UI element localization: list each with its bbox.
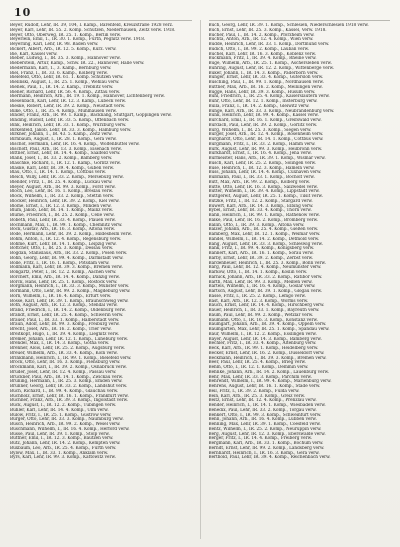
directory-entry: Barkow, Otto, I., IR. 14. 1. Komp., Köslin verw. <box>208 270 308 274</box>
directory-entry: Birnbaum, August, I., IR. 28. 1. Komp., Gera verw. <box>10 137 117 141</box>
directory-entry: Benn, Johann, Arb., IR. 16. 4. Komp., Lübben verw. <box>208 417 317 422</box>
directory-entry: Biener, Richard, Lehr, IR. 56. 4. Komp., Zittau verw. <box>10 89 121 94</box>
directory-entry: Ballin, Otto, I., IR. 39. 3. Komp., Altona verw. <box>208 222 305 227</box>
directory-entry: Butter, Wilhelm, I., IR. 39. 4. Komp., Lippstadt verw. <box>208 189 320 194</box>
directory-entry: Brenner, Alois, Lehr, IR. 25. 2. Komp., Augsburg verw. <box>10 346 125 350</box>
directory-entry: Beyer, Otto, Oberweg, IR. 25. 1. Komp., Berlin verw. <box>10 32 122 37</box>
directory-entry: Bremer, Johann, Lehr, IR. 12. 1. Komp., Lüneburg verw. <box>10 336 129 341</box>
directory-entry: Bentz, Wilhelm, I., IR. 25. 2. Komp., Neuruppin verw. <box>208 426 322 431</box>
directory-entry: Bormann, Otto, Lehr, IR. 99. 2. Komp., Magdeburg verw. <box>10 289 131 293</box>
directory-entry: Bartsch, August, Lehr, IR. 39. 1. Komp., Glogau verw. <box>208 289 323 293</box>
page-number: 10 <box>14 6 32 19</box>
directory-entry: Baum, Paul, Lehr, IR. 99. 2. Komp., Wetzlar verw. <box>208 312 314 317</box>
directory-entry: Benkert, Otto, I., IR. 99. 3. Komp., Schweinfurt verw. <box>208 412 322 417</box>
directory-entry: Bannert, Karl, Arb., IR. 16. 1. Komp., Sorau verw. <box>208 251 314 255</box>
directory-entry: Buch, Ernst, Lehr, IR. 25. 3. Komp., Kassel, Verw. 1918. <box>208 27 327 32</box>
directory-entry: Barg, Paul, Lehr, IR. 12. 4. Komp., Neumünster verw. <box>208 265 322 270</box>
directory-entry: Beer, Paul, Lehr, IR. 25. 4. Komp., Brieg verw. <box>208 360 306 365</box>
directory-entry: Bickert, Albert, Arb., IR. 12. 5. Komp., Kurz. verw. <box>10 46 117 51</box>
directory-entry: Bast, Karl, Arb., IR. 12. 3. Komp., Worms verw. <box>208 298 309 303</box>
directory-entry: Blume, Friedrich, I., IR. 25. 2. Komp., Celle verw. <box>10 213 115 217</box>
directory-entry: Borck, Hans, Lehr, IR. 25. 1. Komp., Rostock verw. <box>10 279 118 284</box>
directory-entry: Both, August, Arb., IR. 12. 3. Komp., Stendal verw. <box>10 303 118 308</box>
directory-entry: Bongartz, Peter, I., IR. 12. 2. Komp., Aachen verw. <box>10 270 117 274</box>
directory-entry: Böttcher, Otto, I., IR. 25. 3. Komp., Dessau verw. <box>10 246 114 251</box>
directory-entry: Buch, Richard, I., IR. 99. 4. Komp., Glauchau verw. <box>10 388 119 393</box>
directory-entry: Biel, Franz, I., IR. 33. 6. Kamp., Kolberg verw. <box>10 70 108 75</box>
directory-entry: Butt, Max, Arb., IR. 99. 2. Komp., Kolberg verw. <box>208 179 311 184</box>
directory-entry: Buchta, Anton, Arb., IR. 12. 4. Komp., Wien verw. <box>208 37 314 42</box>
directory-entry: Birkner, Johann, 1., IR. 43. 5. Kamp., Zeitz verw. <box>10 132 113 137</box>
directory-entry: Borgmann, Heinrich, I., IR. 33. 3. Komp., Münster verw. <box>10 284 130 289</box>
directory-entry: Bybel, Ernst, Lehr, IR. 33. 4. Komp., Thorn verw. <box>208 208 312 213</box>
directory-entry: Beyerling, Karl, Lehr, IR. 98. Baden verw. <box>10 42 99 46</box>
directory-entry: Bobeth, Paul, Lehr, IR. 33. 4. Komp., Plauen verw. <box>10 217 116 222</box>
directory-entry: Baumann, Otto, I., IR. 16. 3. Komp., Konstanz verw. <box>208 317 318 322</box>
directory-entry: Bechler, Fritz, I., IR. 33. 4. Komp., Altenburg verw. <box>208 341 317 346</box>
directory-entry: Buttgereit, August, Lehr, IR. 25. 1. Komp., Tilsit verw. <box>208 194 323 198</box>
directory-entry: Behm, Otto, I., IR. 12. 1. Komp., Demmin verw. <box>208 365 309 369</box>
directory-entry: Bartels, Wilhelm, I., IR. 16. 4. Komp., Goslar verw. <box>208 284 316 289</box>
directory-entry: Becker, Ernst, Lehr, IR. 16. 2. Komp., Düsseldorf verw. <box>208 350 325 355</box>
directory-entry: Busch, Karl, Lehr, IR. 25. 2. Komp., Solingen verw. <box>208 160 317 165</box>
directory-entry: Berger, Fritz, I., IR. 14. 4. Komp., Freiberg verw. <box>208 436 312 441</box>
directory-entry: Behrens, August, Lehr, IR. 16. 1. Komp., Stade verw. <box>208 384 321 388</box>
directory-entry: Burchard, Emil, I., IR. 16. 1. Komp., Greifswald verw. <box>208 118 322 122</box>
directory-entry: Bardenheuer, Heinrich, I., IR. 25. 3. Komp., Bonn verw. <box>208 260 326 265</box>
directory-entry: Beil, Fritz, I., IR. 39. 2. Komp., Fulda verw. <box>208 388 300 393</box>
directory-entry: Bollmann, Karl, Lehr, IR. 39. 3. Komp., Bremen verw. <box>10 265 123 270</box>
directory-entry: Buck, August, I., IR. 12. 2. Komp., Tübingen verw. <box>10 403 117 407</box>
directory-entry: Buhl, Friedrich, I., IR. 25. 4. Komp., Kaiserslautern verw. <box>208 94 330 99</box>
directory-entry: Brinkmann, Heinrich, I., IR. 99. 1. Komp., Bielefeld verw. <box>10 355 132 360</box>
directory-entry: Baur, Wilhelm, I., IR. 12. 2. Komp., Esslingen verw. <box>208 331 317 336</box>
directory-entry: Birkenfeld, Jakob, Lehr, IR. 33. 3. Komp., Hamburg verw. <box>10 127 132 132</box>
directory-entry: Brunner, Georg, Lehr, IR. 33. 2. Komp., Landshut verw. <box>10 384 128 388</box>
directory-entry: Brand, Friedrich, I., IR. 14. 2. Komp., Oldenburg verw. <box>10 308 126 312</box>
directory-entry: Bucher, Paul, I., IR. 14. 2. Komp., Pforzheim verw. <box>208 32 315 37</box>
directory-entry: Blum, Jakob, Lehr, IR. 14. 1. Komp., Mainz verw. <box>10 208 114 213</box>
directory-entry: Büker, Johann, I., IR. 14. 3. Komp., Paderborn verw. <box>208 70 319 75</box>
directory-entry: Bernhardt, Heinrich, I., IR. 16. 3. Komp., Gera verw. <box>208 450 320 455</box>
directory-entry: Burgmann, Fritz, I., IR. 33. 2. Komp., Hamm verw. <box>208 141 316 146</box>
directory-entry: Berg, August, Lehr, IR. 12. 3. Komp., Eberswalde verw. <box>208 431 326 436</box>
directory-entry: Breitkopf, Hugo, I., IR. 39. 4. Komp., Liegnitz verw. <box>10 331 120 336</box>
directory-entry: Bergmann, Karl, Arb., IR. 33. 1. Komp., Bochum verw. <box>208 441 324 445</box>
directory-entry: Butz, Johann, Lehr, IR. 14. 2. Komp., Kempten verw. <box>10 441 121 445</box>
directory-entry: Bauer, Heinrich, I., IR. 33. 1. Komp., Bayreuth verw. <box>208 308 320 312</box>
directory-entry: Burghardt, Otto, Lehr, IR. 14. 1. Komp., Cottbus verw. <box>208 137 324 141</box>
directory-entry: Beckmann, Heinrich, I., IR. 39. 3. Komp., Bremen verw. <box>208 355 327 360</box>
directory-entry: Bittner, Ernst, Lehr, IR. 14. 4. Komp., Saalfeld verw. <box>10 151 121 156</box>
directory-entry: Burdach, Paul, Lehr, IR. 39. 2. Komp., Görlitz verw. <box>208 122 318 127</box>
directory-entry: Benning, Max, Lehr, IR. 39. 1. Komp., Coesfeld verw. <box>208 422 321 426</box>
directory-entry: Bein, Karl, Arb., IR. 25. 3. Komp., Greiz verw. <box>208 393 306 398</box>
directory-entry: Busse, Paul, Lehr, IR. 39. 1. Komp., Stolp verw. <box>10 431 110 436</box>
directory-entry: Bünger, Ernst, Lehr, IR. 33. 4. Komp., Gütersloh verw. <box>208 75 324 80</box>
directory-entry: Busch, Heinrich, Arb., IR. 99. 2. Komp., Wesel verw. <box>10 422 121 426</box>
directory-entry: Blöcker, Heinrich, Lehr, IR. 39. 2. Komp., Kiel verw. <box>10 198 120 203</box>
directory-entry: Berndt, Ernst, Lehr, IR. 99. 2. Komp., Landsberg verw. <box>208 445 325 450</box>
directory-entry: Bischof, Hermann, Lehr, IR. 16. 4. Komp., Wolfenbüttel verw. <box>10 141 140 146</box>
directory-entry: Borchert, Emil, Arb., IR. 14. 4. Komp., Danzig verw. <box>10 274 120 279</box>
column-divider <box>200 20 201 539</box>
directory-entry: Büge, Wilhelm, Arb., IR. 25. 1. Komp., Aschersleben verw. <box>208 61 332 65</box>
directory-entry: Bußmann, Paul, I., IR. 33. 1. Komp., Bocholt verw. <box>208 175 315 179</box>
directory-entry: Bielinski, August, I., IR. 25. 1. Komp., Wehlau verw. <box>10 80 120 84</box>
directory-entry: Buss, Johann, Lehr, IR. 14. 4. Komp., Cuxhaven verw. <box>208 170 322 175</box>
directory-entry: Buse, Heinrich, I., IR. 12. 3. Komp., Hameln verw. <box>208 165 315 170</box>
directory-entry: Bieske, Robert, Lehr, IR. 39. 2. Komp., Neustadt verw. <box>10 103 126 108</box>
directory-entry: Buchholz, Ernst, Lehr, IR. 16. 1. Komp., Frankfurt verw. <box>10 393 129 398</box>
directory-entry: Basse, Fritz, I., IR. 25. 2. Komp., Lemgo verw. <box>208 293 306 298</box>
directory-entry: Balzer, Johann, Arb., IR. 25. 4. Komp., Gießen verw. <box>208 227 319 232</box>
directory-entry: Buch, Georg, Lehr, IR. 39. 1. Komp., Schlesien, Niederschlesien 1918 verw. <box>208 23 369 27</box>
directory-entry: Brock, Otto, Lehr, IR. 16. 3. Komp., Flensburg verw. <box>10 360 121 365</box>
directory-entry: Bochmann, Max, I., IR. 99. 1. Komp., Chemnitz verw. <box>10 222 123 227</box>
directory-entry: Bode, Hermann, Lehr, IR. 39. 2. Komp., Hildesheim verw. <box>10 232 132 236</box>
directory-entry: Burk, August, Lehr, IR. 99. 3. Komp., Heilbronn verw. <box>208 146 323 151</box>
directory-entry: Butte, Otto, Lehr, IR. 16. 3. Komp., Salzwedel verw. <box>208 184 318 189</box>
directory-entry: Byrs, Karl, Lehr, IR. 99. 3. Komp., Kattowitz verw. <box>10 455 116 460</box>
directory-entry: Barby, Ernst, Lehr, IR. 39. 2. Komp., Zerbst verw. <box>208 255 314 260</box>
directory-entry: Burg, Wilhelm, I., IR. 25. 3. Komp., Siegen verw. <box>208 127 312 132</box>
directory-entry: Brüning, Hermann, I., IR. 25. 3. Komp., Emden verw. <box>10 379 123 384</box>
directory-entry: Behrendt, Wilhelm, I., IR. 99. 4. Komp., Marienburg verw. <box>208 379 332 384</box>
directory-entry: Bischoff, Paul, Arb., IR. 13. 3. Komp., Eisenach verw. <box>10 146 122 151</box>
directory-entry: Beyer, Rudolf, Lehr, IR. 39, 104, I. Kamp., Bärenfeld, Kreuzstraße 1928 verz. <box>10 23 174 27</box>
directory-entry: Barnick, Johann, Arb., IR. 33. 2. Komp., Ratibor verw. <box>208 274 323 279</box>
directory-entry: Bückmann, Fritz, I., IR. 39. 4. Komp., Rheine verw. <box>208 56 317 61</box>
directory-entry: Bienek, Paul, 1., IR. 14. 2. Kamp., Trebnitz verw. <box>10 84 114 89</box>
directory-entry: Bürger, Otto, Lehr, IR. 33. 3. Komp., Naumburg verw. <box>10 417 124 422</box>
directory-entry: Bandel, Wilhelm, I., IR. 14. 2. Komp., Detmold verw. <box>208 236 320 241</box>
directory-entry: Bilke, Otto, I., IR. 35. 4. Komp., Mühlhausen verw. <box>10 108 117 113</box>
directory-entry: Blender, Fritz, I., IR. 25. 4. Komp., Luckau verw. <box>10 179 113 184</box>
directory-entry: Bang, August, Lehr, IR. 33. 3. Komp., Schleswig verw. <box>208 241 323 246</box>
directory-entry: Böhm, Anton, I., IR. 12. 4. Komp., Regensburg verw. <box>10 236 122 241</box>
directory-entry: Budde, Heinrich, Lehr, IR. 33. 1. Komp., Dortmund verw. <box>208 42 330 46</box>
directory-entry: Böhme, Kurt, Lehr, IR. 14. 1. Komp., Leipzig verw. <box>10 241 117 246</box>
directory-entry: Beyer, Karl, Lehr, IR. 55. 2. Komp. Schützen, Niederhausen, Zeitz verw. 1918. <box>10 27 176 32</box>
directory-entry: Bolle, Fritz, I., IR. 16. 1. Komp., Potsdam verw. <box>10 260 110 265</box>
right-column <box>209 20 391 539</box>
directory-entry: Bieber, Ludwig, I., IR. 35. 3. Komp., Hannover verw. <box>10 56 121 61</box>
directory-entry: Beyerlein, Emil, 1., IR. 30. 1. Komp., Fürth, Pegnitz verw. 1918. <box>10 37 146 42</box>
directory-entry: Braun, Adolf, Lehr, IR. 99. 3. Komp., Freiburg verw. <box>10 322 120 327</box>
directory-entry: Bielefeld, Otto, Lehr, IR. 61. 1. Komp. Schützen verw. <box>10 75 124 80</box>
directory-entry: Balke, Paul, Lehr, IR. 16. 2. Komp., Bromberg verw. <box>208 217 319 222</box>
directory-entry: Barth, Max, Lehr, IR. 99. 3. Komp., Meißen verw. <box>208 279 313 284</box>
directory-entry: Bank, Fritz, I., IR. 99. 4. Komp., Königsberg verw. <box>208 246 315 251</box>
directory-entry: Büsching, Paul, I., IR. 99. 1. Komp., Nordhausen verw. <box>208 80 324 84</box>
directory-entry: Biedermann, Karl, 1., 3. Kamp., Bernburg verw. <box>10 65 112 70</box>
directory-entry: Baumgarten, Max, Lehr, IR. 25. 1. Komp., Spandau verw. <box>208 327 330 331</box>
directory-entry: Block, Wilhelm, I., IR. 33. 2. Komp., Stettin verw. <box>10 194 115 198</box>
directory-entry: Benedix, Paul, Lehr, IR. 33. 2. Komp., Torgau verw. <box>208 407 317 412</box>
directory-entry: Bleich, Willy, Lehr, IR. 33. 2. Komp., Merseburg verw. <box>10 175 124 179</box>
directory-entry: Bloch, Leo, Lehr, IR. 16. 1. Komp., Breslau verw. <box>10 189 114 194</box>
directory-entry: Blank, Josef, I., IR. 33. 2. Komp., Bamberg verw. <box>10 156 113 160</box>
directory-entry: Beck, Karl, Arb., IR. 99. 1. Komp., Heidelberg verw. <box>208 346 319 350</box>
directory-entry: Bogdan, Stanislaus, Arb., IR. 33. 2. Komp., Posen verw. <box>10 251 128 255</box>
directory-entry: Bruder, Josef, Lehr, IR. 12. 4. Komp., Passau verw. <box>10 369 117 374</box>
directory-entry: Blau, Otto, I., IR. 14. 1. Komp., Cottbus verw. <box>10 170 107 175</box>
directory-entry: Bohn, Georg, Lehr, IR. 99. 4. Komp., Darmstadt verw. <box>10 255 124 260</box>
directory-entry: Brendel, Max, I., IR. 14. 3. Komp., Gotha verw. <box>10 341 110 346</box>
directory-entry: Buschmann, Wilhelm, I., IR. 16. 4. Komp., Herford verw. <box>10 426 130 431</box>
directory-entry: Biermann, Heinrich, Arb., IR. 19. 1. Komp., Hannover, Lichtenberg verw. <box>10 94 165 99</box>
directory-entry: Bosse, Karl, Lehr, IR. 39. 1. Komp., Braunschweig verw. <box>10 298 129 303</box>
directory-entry: Brückner, Paul, Arb., IR. 14. 1. Komp., Zwickau verw. <box>10 374 124 379</box>
directory-entry: Bamberg, Max, Lehr, IR. 12. 1. Komp., Weimar verw. <box>208 232 321 236</box>
directory-entry: Budich, Otto, I., IR. 99. 2. Komp., Lauban verw. <box>208 46 310 51</box>
directory-entry: Bahn, Heinrich, I., IR. 99. 1. Komp., Rathenow verw. <box>208 213 320 217</box>
directory-entry: Burger, Josef, Arb., IR. 12. 4. Komp., Rosenheim verw. <box>208 132 324 137</box>
directory-entry: Bauch, Ernst, Lehr, IR. 14. 4. Komp., Hirschberg verw. <box>208 303 325 308</box>
directory-entry: Bülow, Fritz, I., IR. 25. 1. Komp., Güstrow verw. <box>10 412 112 417</box>
directory-entry: Bender, Heinrich, I., IR. 14. 1. Komp., Wiesbaden verw. <box>208 403 326 407</box>
directory-entry: Brecht, Josef, Arb., IR. 16. 2. Komp., Trier verw. <box>10 327 112 331</box>
directory-entry: Bunk, Heinrich, Lehr, IR. 99. 4. Komp., Kassel verw. <box>208 113 319 118</box>
directory-entry: Bayer, August, Lehr, IR. 14. 3. Komp., Bamberg verw. <box>208 336 322 341</box>
directory-entry: Burkhardt, Ernst, I., IR. 16. 4. Komp., Jena verw. <box>208 151 312 156</box>
directory-entry: Baumgart, Johann, Arb., IR. 39. 4. Komp., Oppeln verw. <box>208 322 327 327</box>
directory-entry: Büttner, Max, Arb., IR. 16. 2. Komp., Meiningen verw. <box>208 84 323 89</box>
directory-entry: Bulla, Franz, I., IR. 14. 2. Komp., Gleiwitz verw. <box>208 103 310 108</box>
directory-entry: Bink, Heinrich, Lehr, IR. 33. 1. Komp., Würzburg verw. <box>10 122 127 127</box>
directory-entry: Bieberstein, Artur, Kamp., Schw. IR. 22., Hannover, Halle verw. <box>10 61 145 65</box>
directory-entry: Burmeister, Hans, Arb., IR. 39. 1. Komp., Wismar verw. <box>208 156 326 160</box>
columns-container <box>10 20 390 539</box>
directory-entry: Buxbaum, Leo, Arb., IR. 25. 4. Komp., Fürth verw. <box>10 445 117 450</box>
directory-entry: Buhr, Otto, Lehr, IR. 12. 1. Komp., Insterburg verw. <box>208 99 318 103</box>
directory-entry: Binder, Franz, Arb., IR. 99. 1. Kamp., Backnang, Stuttgart, Göppingen verw. <box>10 113 172 118</box>
directory-entry: Binding, Rudolf, Lehr, IR. 33. 5. Komp., Offenbach verw. <box>10 118 130 122</box>
directory-entry: Buchner, Franz, Arb., IR. 39. 3. Komp., Ingolstadt verw. <box>10 398 129 403</box>
directory-entry: Bock, Gustav, Arb., IR. 16. 3. Komp., Altona verw. <box>10 227 116 232</box>
directory-entry: Blaske, Karl, Lehr, IR. 39. 4. Komp., Guben verw. <box>10 165 114 170</box>
directory-entry: Bugge, Hans, Lehr, IR. 39. 3. Komp., Husum verw. <box>208 89 316 94</box>
left-column <box>10 20 192 539</box>
directory-entry: Berthold, Paul, Lehr, IR. 39. 4. Komp., Reichenbach verw. <box>208 455 331 460</box>
directory-entry: Bylow, Max, I., IR. 33. 1. Komp., Anklam verw. <box>10 450 109 455</box>
directory-entry: Buwert, Karl, Arb., IR. 14. 3. Komp., Elbing verw. <box>208 203 314 208</box>
directory-entry: Büchel, Karl, Lehr, IR. 16. 3. Komp., Koblenz verw. <box>208 51 317 56</box>
directory-entry: Blaschke, Richard, I., IR. 12. 1. Kamp., Görlitz verw. <box>10 160 121 165</box>
directory-entry: Brockmann, Karl, I., IR. 39. 2. Komp., Osnabrück verw. <box>10 365 127 369</box>
directory-entry: Behr, Max, Lehr, IR. 33. 3. Komp., Parchim verw. <box>208 374 312 379</box>
directory-entry: Brandt, Ernst, Lehr, IR. 25. 4. Komp., Schwerin verw. <box>10 312 124 317</box>
directory-entry: Buttner, Emil, I., IR. 12. 3. Komp., Bautzen verw. <box>10 436 114 441</box>
directory-entry: Breuer, Wilhelm, Arb., IR. 33. 4. Komp., Köln verw. <box>10 350 118 355</box>
directory-entry: Butzke, Fritz, I., IR. 12. 2. Komp., Stargard verw. <box>208 198 313 203</box>
directory-entry: Born, Wilhelm, I., IR. 16. 4. Komp., Erfurt verw. <box>10 293 112 298</box>
directory-entry: Bühring, August, Lehr, IR. 12. 2. Komp., Wittenberge verw. <box>208 65 335 70</box>
directory-entry: Bie, Karl, Kassel verw. <box>10 51 58 56</box>
directory-entry: Bühler, Karl, Lehr, IR. 14. 4. Komp., Ulm verw. <box>10 407 109 412</box>
directory-entry: Behnke, Johann, Arb., IR. 14. 2. Komp., Lauenburg verw. <box>208 369 330 374</box>
directory-entry: Beitz, Ernst, Lehr, IR. 12. 4. Komp., Prenzlau verw. <box>208 398 317 403</box>
directory-entry: Brauer, Paul, I., IR. 33. 1. Komp., Halberstadt verw. <box>10 317 120 322</box>
directory-entry: Bunge, Karl, Arb., IR. 33. 3. Komp., Neubrandenburg verw. <box>208 108 335 113</box>
directory-entry: Biesenbach, Karl, Lehr, IR. 12. 3. Kamp., Lübeck verw. <box>10 99 127 103</box>
directory-entry: Blome, Ernst, I., IR. 12. 3. Komp., Minden verw. <box>10 203 112 208</box>
directory-entry: Bleyer, August, Arb., IR. 99. 3. Komp., Forst verw. <box>10 184 116 189</box>
